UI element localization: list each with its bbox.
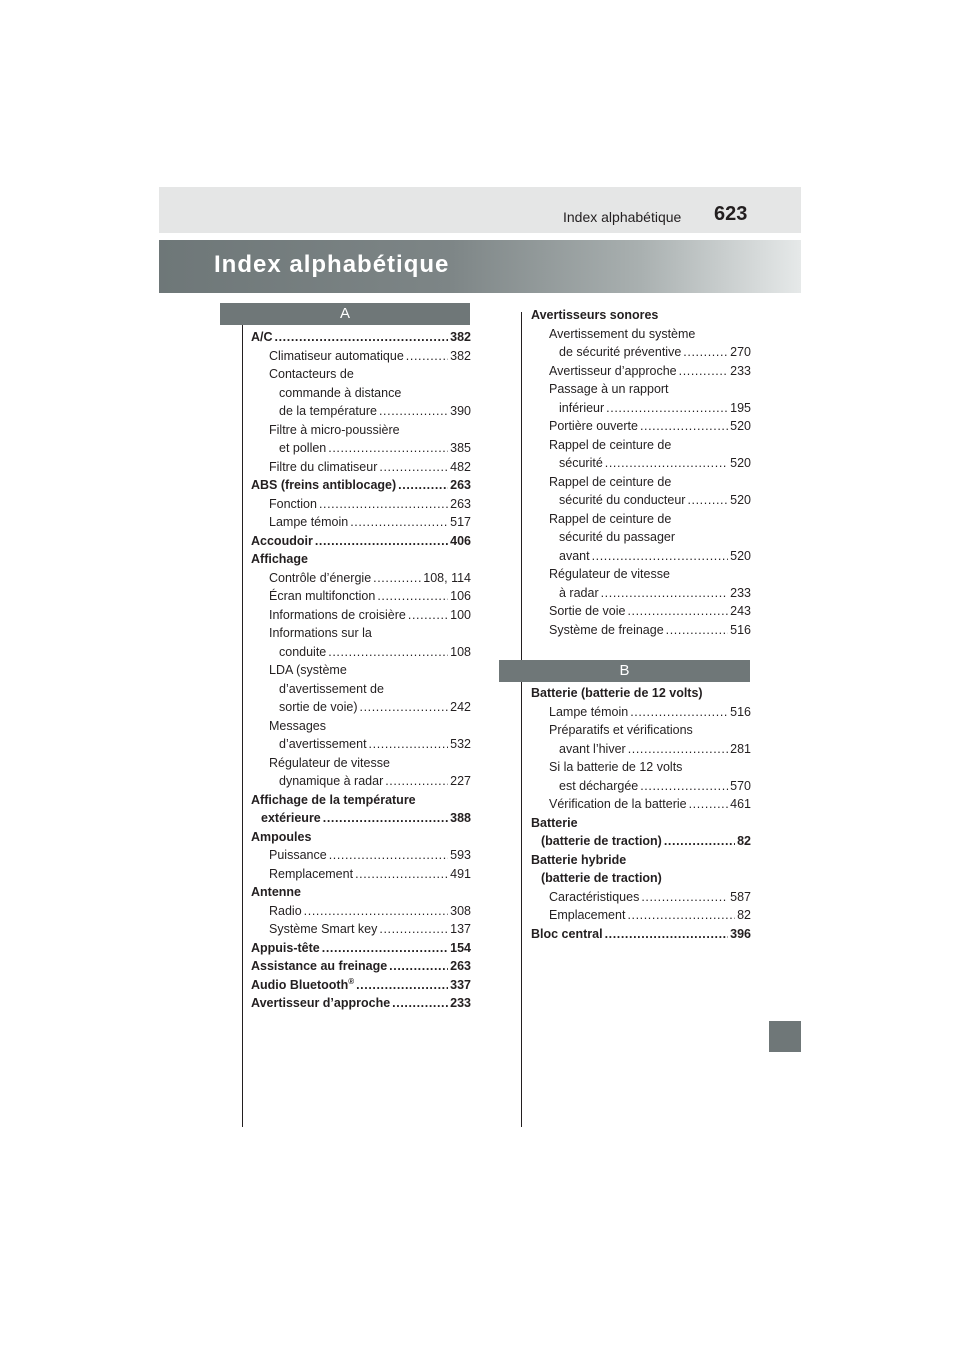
index-entry: Appuis-tête ..... 154 (251, 939, 471, 958)
index-entry: Batterie (531, 815, 578, 830)
index-entry: commande à distance (279, 385, 402, 400)
index-entry: Remplacement ..... 491 (251, 865, 471, 884)
index-entry: Écran multifonction ..... 106 (251, 587, 471, 606)
index-entry: Assistance au freinage ..... 263 (251, 957, 471, 976)
index-entry: Bloc central ..... 396 (531, 925, 751, 944)
index-column-b-bottom (531, 684, 751, 943)
running-header (159, 187, 801, 233)
running-header-section: Index alphabétique (563, 209, 682, 225)
index-entry: et pollen ..... 385 (251, 439, 471, 458)
index-entry: LDA (système (269, 663, 347, 677)
index-entry: avant l’hiver ..... 281 (531, 740, 751, 759)
index-entry: ABS (freins antiblocage) ..... 263 (251, 476, 471, 495)
page-title: Index alphabétique (214, 251, 450, 278)
column-rule-left (242, 303, 243, 1127)
index-entry: Avertissement du système (549, 326, 696, 341)
index-entry: Si la batterie de 12 volts (549, 760, 683, 774)
index-column-b-top (531, 306, 751, 639)
index-entry: (batterie de traction) ..... 82 (531, 832, 751, 851)
index-entry: Sortie de voie ..... 243 (531, 602, 751, 621)
index-entry: Batterie (batterie de 12 volts) (531, 686, 703, 700)
index-entry: de la température ..... 390 (251, 402, 471, 421)
section-side-tab (769, 1021, 801, 1052)
index-entry: Préparatifs et vérifications (549, 723, 693, 737)
index-entry: Contrôle d’énergie ..... 108, 114 (251, 569, 471, 588)
index-entry: sortie de voie) ..... 242 (251, 698, 471, 717)
letter-heading-b: B (499, 660, 750, 682)
index-entry: sécurité du conducteur ..... 520 (531, 491, 751, 510)
index-entry: Batterie hybride (531, 852, 627, 867)
index-entry: extérieure ..... 388 (251, 809, 471, 828)
index-entry: Portière ouverte ..... 520 (531, 417, 751, 436)
index-entry: Antenne (251, 885, 301, 899)
index-entry: sécurité ..... 520 (531, 454, 751, 473)
index-entry: Rappel de ceinture de (549, 437, 672, 452)
index-entry: Lampe témoin ..... 516 (531, 703, 751, 722)
index-entry: Audio Bluetooth® ..... 337 (251, 976, 471, 995)
index-entry: Caractéristiques ..... 587 (531, 888, 751, 907)
index-entry: Passage à un rapport (549, 382, 669, 396)
index-entry: Radio ..... 308 (251, 902, 471, 921)
index-entry: d’avertissement de (279, 681, 384, 696)
index-entry: Fonction ..... 263 (251, 495, 471, 514)
index-entry: Système de freinage ..... 516 (531, 621, 751, 640)
index-entry: Filtre du climatiseur ..... 482 (251, 458, 471, 477)
page-number: 623 (714, 203, 748, 225)
index-entry: est déchargée ..... 570 (531, 777, 751, 796)
index-entry: Emplacement ..... 82 (531, 906, 751, 925)
index-entry: dynamique à radar ..... 227 (251, 772, 471, 791)
index-entry: Système Smart key ..... 137 (251, 920, 471, 939)
column-rule-middle (521, 312, 522, 1127)
registered-mark: ® (348, 976, 355, 986)
index-entry: avant ..... 520 (531, 547, 751, 566)
index-entry: (batterie de traction) (541, 871, 662, 885)
index-entry: A/C ..... 382 (251, 328, 471, 347)
index-entry: Avertisseur d’approche ..... 233 (251, 994, 471, 1013)
index-entry: Rappel de ceinture de (549, 474, 672, 489)
index-entry: Puissance ..... 593 (251, 846, 471, 865)
index-entry: sécurité du passager (559, 530, 676, 544)
index-entry: Filtre à micro-poussière (269, 422, 400, 437)
index-column-a (251, 328, 471, 1013)
index-entry: à radar ..... 233 (531, 584, 751, 603)
index-entry: Contacteurs de (269, 367, 354, 381)
index-entry: Vérification de la batterie ..... 461 (531, 795, 751, 814)
index-entry: de sécurité préventive ..... 270 (531, 343, 751, 362)
index-entry: d’avertissement ..... 532 (251, 735, 471, 754)
index-entry: Affichage (251, 552, 308, 566)
index-entry: Régulateur de vitesse (269, 755, 390, 770)
index-entry: Rappel de ceinture de (549, 511, 672, 526)
letter-heading-a: A (220, 303, 470, 325)
audio-bluetooth-label: Audio Bluetooth (251, 977, 349, 992)
index-entry: Climatiseur automatique ..... 382 (251, 347, 471, 366)
index-entry: Ampoules (251, 829, 312, 844)
index-entry: Avertisseur d’approche ..... 233 (531, 362, 751, 381)
index-entry: Informations sur la (269, 626, 372, 640)
index-entry: Lampe témoin ..... 517 (251, 513, 471, 532)
index-entry: Affichage de la température (251, 792, 416, 807)
index-entry: Accoudoir ..... 406 (251, 532, 471, 551)
index-entry: Informations de croisière ..... 100 (251, 606, 471, 625)
index-entry: Avertisseurs sonores (531, 308, 659, 322)
index-entry: Messages (269, 718, 326, 733)
index-entry: Régulateur de vitesse (549, 567, 670, 581)
index-entry: conduite ..... 108 (251, 643, 471, 662)
index-entry: inférieur ..... 195 (531, 399, 751, 418)
